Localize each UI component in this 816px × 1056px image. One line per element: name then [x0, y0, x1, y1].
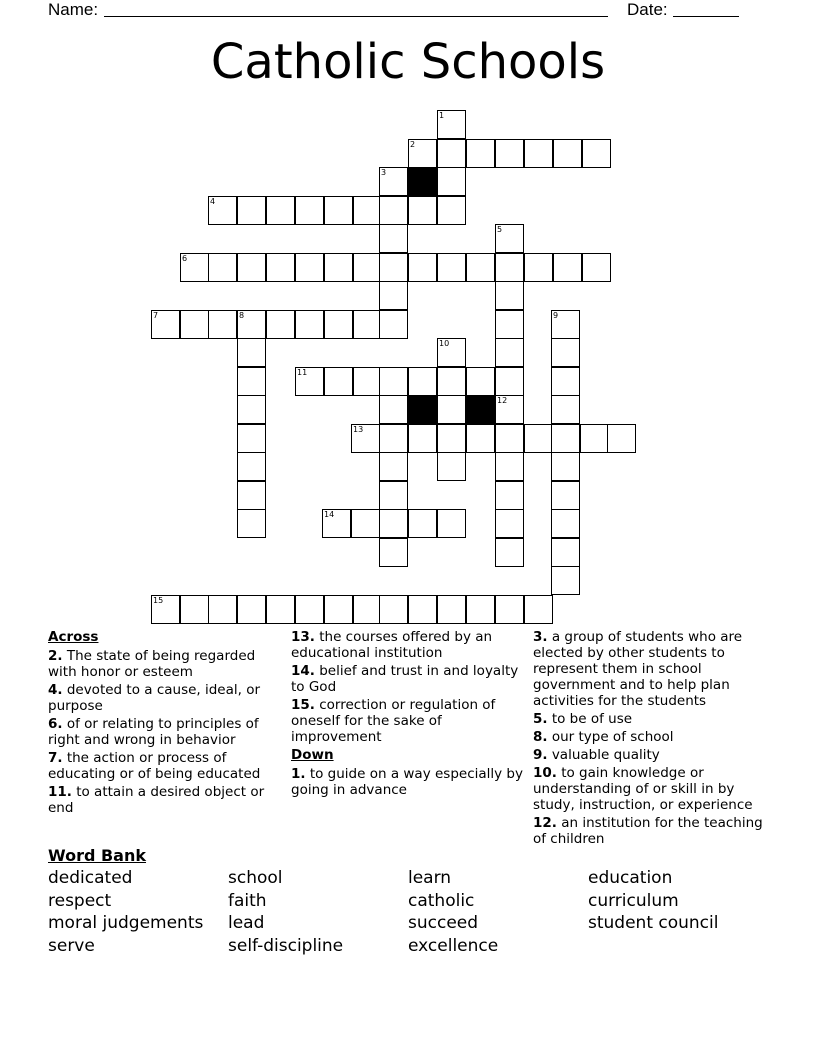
clue-text: a group of students who are elected by other students to represent them in school government and to help plan activities for the students — [533, 629, 743, 709]
crossword-cell[interactable] — [551, 566, 580, 595]
crossword-cell[interactable] — [379, 167, 408, 196]
clue-number-label: 7 — [153, 311, 159, 320]
clue-text: to guide on a way especially by going in advance — [291, 766, 523, 798]
crossword-cell[interactable] — [208, 253, 237, 282]
word-bank-title: Word Bank — [48, 846, 147, 865]
word-bank-entry: respect — [48, 890, 112, 911]
crossword-cell[interactable] — [295, 196, 324, 225]
crossword-cell[interactable] — [379, 509, 408, 538]
crossword-cell[interactable] — [379, 481, 408, 510]
clue-number: 11. — [48, 784, 72, 800]
crossword-cell[interactable] — [524, 424, 553, 453]
clue-number: 2. — [48, 648, 63, 664]
crossword-cell[interactable] — [553, 139, 582, 168]
crossword-cell[interactable] — [266, 310, 295, 339]
clue-number-label: 4 — [210, 197, 216, 206]
clue-item — [48, 648, 280, 680]
crossword-cell[interactable] — [208, 595, 237, 624]
crossword-cell[interactable] — [551, 481, 580, 510]
crossword-cell[interactable] — [495, 281, 524, 310]
down-heading: Down — [291, 747, 334, 763]
word-bank-entry: lead — [228, 913, 265, 934]
crossword-cell[interactable] — [379, 395, 408, 424]
crossword-cell[interactable] — [151, 310, 180, 339]
crossword-cell[interactable] — [151, 595, 180, 624]
clue-item — [533, 629, 773, 709]
clue-number: 12. — [533, 815, 557, 831]
crossword-cell[interactable] — [237, 253, 266, 282]
crossword-cell[interactable] — [180, 310, 209, 339]
crossword-cell[interactable] — [180, 595, 209, 624]
clue-number: 9. — [533, 747, 548, 763]
clue-item — [48, 784, 280, 816]
crossword-black-cell — [408, 395, 437, 424]
word-bank-entry: dedicated — [48, 868, 133, 888]
crossword-cell[interactable] — [295, 595, 324, 624]
clue-item — [291, 697, 523, 745]
crossword-cell[interactable] — [551, 338, 580, 367]
crossword-cell[interactable] — [379, 595, 408, 624]
clue-number: 14. — [291, 663, 315, 679]
clue-number: 10. — [533, 765, 557, 781]
word-bank-entry: education — [588, 868, 673, 888]
crossword-black-cell — [466, 395, 495, 424]
crossword-cell[interactable] — [437, 196, 466, 225]
crossword-cell[interactable] — [379, 538, 408, 567]
clue-item — [291, 766, 523, 798]
word-bank-entry: moral judgements — [48, 913, 204, 934]
crossword-cell[interactable] — [379, 367, 408, 396]
crossword-cell[interactable] — [408, 367, 437, 396]
clue-item — [291, 629, 523, 661]
crossword-cell[interactable] — [607, 424, 636, 453]
crossword-cell[interactable] — [437, 110, 466, 139]
crossword-cell[interactable] — [551, 452, 580, 481]
clue-text: correction or regulation of oneself for the sake of improvement — [291, 697, 496, 745]
page-title: Catholic Schools — [210, 34, 606, 90]
crossword-cell[interactable] — [524, 139, 553, 168]
crossword-cell[interactable] — [353, 196, 382, 225]
crossword-cell[interactable] — [408, 424, 437, 453]
crossword-cell[interactable] — [408, 595, 437, 624]
crossword-cell[interactable] — [379, 424, 408, 453]
clue-number: 8. — [533, 729, 548, 745]
crossword-cell[interactable] — [495, 538, 524, 567]
crossword-cell[interactable] — [495, 481, 524, 510]
word-bank-entry: self-discipline — [228, 936, 344, 957]
clue-item — [533, 765, 773, 813]
clue-text: devoted to a cause, ideal, or purpose — [48, 682, 261, 714]
crossword-cell[interactable] — [437, 253, 466, 282]
crossword-cell[interactable] — [295, 367, 324, 396]
crossword-cell[interactable] — [437, 395, 466, 424]
crossword-cell[interactable] — [466, 367, 495, 396]
word-bank-entry: serve — [48, 936, 95, 957]
clue-number-label: 13 — [353, 425, 364, 434]
clue-number-label: 6 — [182, 254, 188, 263]
crossword-cell[interactable] — [237, 481, 266, 510]
crossword-cell[interactable] — [437, 509, 466, 538]
clue-text: to attain a desired object or end — [48, 784, 265, 816]
crossword-cell[interactable] — [324, 367, 353, 396]
crossword-cell[interactable] — [524, 595, 553, 624]
clue-text: to gain knowledge or understanding of or skill in by study, instruction, or experience — [533, 765, 753, 813]
clue-number-label: 2 — [410, 140, 416, 149]
crossword-cell[interactable] — [495, 253, 524, 282]
crossword-cell[interactable] — [237, 595, 266, 624]
word-bank-entry: catholic — [408, 890, 475, 911]
crossword-cell[interactable] — [322, 509, 351, 538]
clue-item — [533, 815, 773, 847]
crossword-cell[interactable] — [437, 139, 466, 168]
crossword-cell[interactable] — [237, 196, 266, 225]
crossword-cell[interactable] — [237, 424, 266, 453]
name-blank-line — [104, 16, 608, 17]
clue-number-label: 9 — [553, 311, 559, 320]
crossword-cell[interactable] — [351, 509, 380, 538]
clue-number-label: 10 — [439, 339, 450, 348]
clue-number-label: 5 — [497, 225, 503, 234]
word-bank-entry: excellence — [408, 936, 499, 957]
clue-text: valuable quality — [547, 747, 660, 763]
clue-item — [48, 682, 280, 714]
crossword-cell[interactable] — [379, 224, 408, 253]
name-label: Name: — [48, 0, 99, 19]
crossword-cell[interactable] — [353, 367, 382, 396]
crossword-cell[interactable] — [237, 452, 266, 481]
crossword-cell[interactable] — [324, 595, 353, 624]
clue-item — [48, 716, 280, 748]
crossword-cell[interactable] — [551, 310, 580, 339]
clue-text: belief and trust in and loyalty to God — [291, 663, 519, 695]
crossword-cell[interactable] — [551, 509, 580, 538]
clues-column-2 — [291, 629, 523, 800]
down-clue-list — [291, 766, 523, 798]
clue-item — [291, 663, 523, 695]
crossword-cell[interactable] — [237, 310, 266, 339]
crossword-cell[interactable] — [295, 310, 324, 339]
crossword-cell[interactable] — [408, 196, 437, 225]
crossword-cell[interactable] — [495, 424, 524, 453]
across-heading: Across — [48, 629, 99, 645]
word-bank-entry: school — [228, 868, 283, 888]
crossword-cell[interactable] — [351, 424, 380, 453]
crossword-cell[interactable] — [466, 424, 495, 453]
crossword-cell[interactable] — [379, 452, 408, 481]
clue-number-label: 14 — [324, 510, 335, 519]
clue-number: 3. — [533, 629, 548, 645]
crossword-cell[interactable] — [553, 253, 582, 282]
crossword-cell[interactable] — [437, 367, 466, 396]
crossword-cell[interactable] — [466, 595, 495, 624]
crossword-cell[interactable] — [437, 452, 466, 481]
clue-number-label: 11 — [297, 368, 308, 377]
word-bank-entry: curriculum — [588, 890, 679, 911]
crossword-cell[interactable] — [208, 310, 237, 339]
word-bank-entry: succeed — [408, 913, 479, 934]
crossword-cell[interactable] — [495, 338, 524, 367]
crossword-cell[interactable] — [353, 310, 382, 339]
crossword-cell[interactable] — [437, 338, 466, 367]
crossword-cell[interactable] — [582, 253, 611, 282]
crossword-cell[interactable] — [379, 281, 408, 310]
crossword-cell[interactable] — [551, 367, 580, 396]
crossword-cell[interactable] — [495, 310, 524, 339]
clue-number: 1. — [291, 766, 306, 782]
crossword-cell[interactable] — [266, 595, 295, 624]
crossword-cell[interactable] — [551, 395, 580, 424]
word-bank-entry: faith — [228, 890, 267, 911]
across-clue-list-continued — [291, 629, 523, 745]
clue-number-label: 1 — [439, 111, 445, 120]
clue-number: 7. — [48, 750, 63, 766]
crossword-cell[interactable] — [495, 509, 524, 538]
clues-column-3 — [533, 629, 773, 849]
crossword-cell[interactable] — [237, 367, 266, 396]
crossword-cell[interactable] — [324, 253, 353, 282]
crossword-cell[interactable] — [466, 253, 495, 282]
crossword-cell[interactable] — [437, 424, 466, 453]
clue-text: to be of use — [547, 711, 633, 727]
crossword-cell[interactable] — [495, 139, 524, 168]
clue-item — [533, 747, 773, 763]
clue-number: 4. — [48, 682, 63, 698]
clue-text: the courses offered by an educational institution — [291, 629, 493, 661]
crossword-cell[interactable] — [208, 196, 237, 225]
crossword-cell[interactable] — [495, 224, 524, 253]
down-clue-list-continued — [533, 629, 773, 847]
crossword-cell[interactable] — [495, 395, 524, 424]
crossword-cell[interactable] — [437, 167, 466, 196]
crossword-black-cell — [408, 167, 437, 196]
crossword-cell[interactable] — [551, 424, 580, 453]
crossword-cell[interactable] — [582, 139, 611, 168]
clues-column-1 — [48, 629, 280, 818]
crossword-cell[interactable] — [379, 253, 408, 282]
crossword-cell[interactable] — [379, 196, 408, 225]
crossword-cell[interactable] — [580, 424, 609, 453]
clue-text: The state of being regarded with honor or esteem — [48, 648, 256, 680]
crossword-cell[interactable] — [353, 253, 382, 282]
crossword-cell[interactable] — [551, 538, 580, 567]
clue-text: of or relating to principles of right and wrong in behavior — [48, 716, 259, 748]
clue-text: our type of school — [547, 729, 674, 745]
crossword-cell[interactable] — [353, 595, 382, 624]
clue-number: 15. — [291, 697, 315, 713]
clue-number: 5. — [533, 711, 548, 727]
crossword-cell[interactable] — [408, 509, 437, 538]
crossword-cell[interactable] — [408, 253, 437, 282]
across-clue-list — [48, 648, 280, 816]
date-label: Date: — [627, 0, 668, 19]
crossword-cell[interactable] — [266, 196, 295, 225]
clue-text: the action or process of educating or of being educated — [48, 750, 261, 782]
clue-number-label: 12 — [497, 396, 508, 405]
clue-number-label: 3 — [381, 168, 387, 177]
crossword-cell[interactable] — [495, 367, 524, 396]
crossword-cell[interactable] — [408, 139, 437, 168]
crossword-cell[interactable] — [324, 310, 353, 339]
clue-number-label: 8 — [239, 311, 245, 320]
crossword-cell[interactable] — [437, 595, 466, 624]
clue-item — [533, 729, 773, 745]
word-bank-entry: student council — [588, 913, 719, 934]
date-blank-line — [673, 16, 739, 17]
crossword-cell[interactable] — [237, 338, 266, 367]
clue-item — [48, 750, 280, 782]
crossword-cell[interactable] — [324, 196, 353, 225]
clue-number: 13. — [291, 629, 315, 645]
clue-number-label: 15 — [153, 596, 164, 605]
crossword-cell[interactable] — [237, 395, 266, 424]
crossword-cell[interactable] — [180, 253, 209, 282]
crossword-cell[interactable] — [495, 595, 524, 624]
crossword-cell[interactable] — [524, 253, 553, 282]
word-bank-entry: learn — [408, 868, 452, 888]
clue-number: 6. — [48, 716, 63, 732]
clue-item — [533, 711, 773, 727]
crossword-cell[interactable] — [495, 452, 524, 481]
crossword-cell[interactable] — [237, 509, 266, 538]
crossword-cell[interactable] — [295, 253, 324, 282]
crossword-cell[interactable] — [379, 310, 408, 339]
crossword-cell[interactable] — [466, 139, 495, 168]
crossword-cell[interactable] — [266, 253, 295, 282]
clue-text: an institution for the teaching of children — [533, 815, 763, 847]
